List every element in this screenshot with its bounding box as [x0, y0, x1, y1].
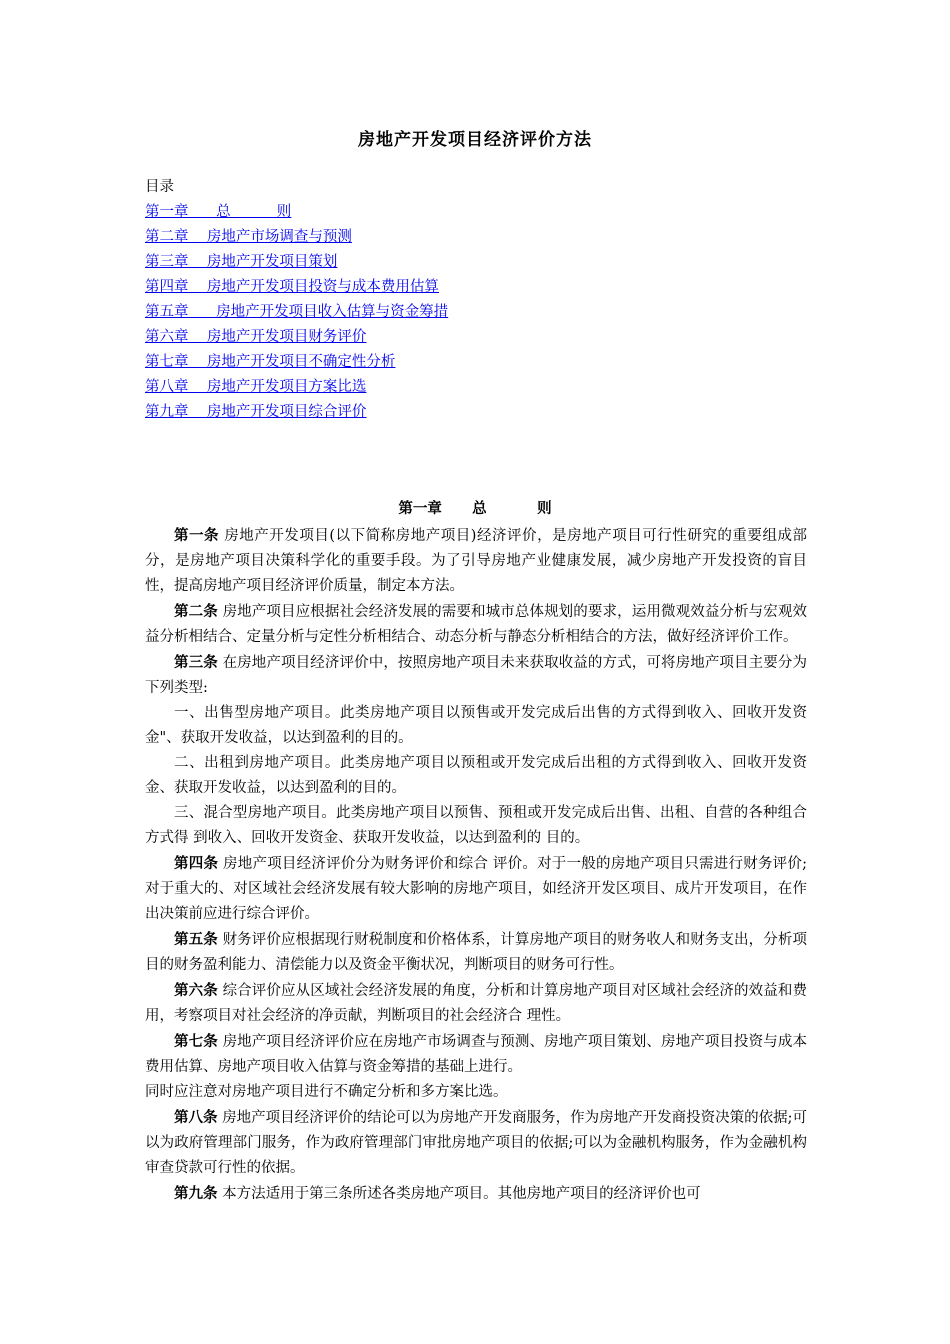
toc-link-chapter-8[interactable]: 第八章 房地产开发项目方案比选 [145, 379, 367, 395]
article-6 [145, 978, 807, 1029]
toc-link-chapter-4[interactable]: 第四章 房地产开发项目投资与成本费用估算 [145, 279, 439, 295]
article-text: 一、出售型房地产项目。此类房地产项目以预售或开发完成后出售的方式得到收入、回收开发资金"、获取开发收益，以达到盈利的目的。 [145, 705, 807, 746]
article-2 [145, 599, 807, 650]
article-label: 第四条 [174, 855, 219, 872]
article-5 [145, 927, 807, 978]
article-7-continued [145, 1080, 807, 1105]
article-label: 第二条 [174, 603, 218, 620]
article-label: 第三条 [174, 654, 218, 671]
article-text: 综合评价应从区域社会经济发展的角度，分析和计算房地产项目对区域社会经济的效益和费用，考察项目对社会经济的净贡献，判断项目的社会经济合 理性。 [145, 983, 807, 1024]
article-label: 第七条 [174, 1033, 218, 1050]
article-text: 房地产项目经济评价应在房地产市场调查与预测、房地产项目策划、房地产项目投资与成本费用估算、房地产项目收入估算与资金筹措的基础上进行。 [145, 1034, 807, 1075]
article-8 [145, 1105, 807, 1181]
article-text: 同时应注意对房地产项目进行不确定分析和多方案比选。 [145, 1084, 508, 1100]
article-label: 第六条 [174, 982, 218, 999]
article-text: 房地产项目应根据社会经济发展的需要和城市总体规划的要求，运用微观效益分析与宏观效益分析相结合、定量分析与定性分析相结合、动态分析与静态分析相结合的方法，做好经济评价工作。 [145, 604, 807, 645]
document-title: 房地产开发项目经济评价方法 [358, 130, 592, 150]
article-text: 房地产开发项目(以下简称房地产项目)经济评价，是房地产项目可行性研究的重要组成部分，是房地产项目决策科学化的重要手段。为了引导房地产业健康发展，减少房地产开发投资的盲目性，提高房地产项目经济评价质量，制定本方法。 [145, 528, 808, 594]
toc-link-chapter-6[interactable]: 第六章 房地产开发项目财务评价 [145, 329, 367, 345]
article-3-item-3 [145, 801, 807, 851]
article-9 [145, 1181, 807, 1207]
article-text: 房地产项目经济评价分为财务评价和综合 评价。对于一般的房地产项目只需进行财务评价;对于重大的、对区域社会经济发展有较大影响的房地产项目，如经济开发区项目、成片开发项目，在作出决策前应进行综合评价。 [145, 856, 808, 922]
chapter-1-title: 第一章 总 则 [398, 500, 552, 517]
article-label: 第九条 [174, 1185, 218, 1202]
article-4 [145, 851, 807, 927]
toc-link-chapter-3[interactable]: 第三章 房地产开发项目策划 [145, 254, 338, 270]
toc-heading: 目录 [145, 179, 174, 195]
article-label: 第一条 [174, 527, 220, 544]
toc-link-chapter-5[interactable]: 第五章 房地产开发项目收入估算与资金筹措 [145, 304, 449, 320]
article-text: 本方法适用于第三条所述各类房地产项目。其他房地产项目的经济评价也可 [217, 1186, 701, 1202]
article-1 [145, 523, 807, 599]
article-text: 财务评价应根据现行财税制度和价格体系，计算房地产项目的财务收人和财务支出，分析项目的财务盈利能力、清偿能力以及资金平衡状况，判断项目的财务可行性。 [145, 932, 807, 973]
article-label: 第八条 [174, 1109, 218, 1126]
toc-link-chapter-1[interactable]: 第一章 总 则 [145, 204, 292, 220]
table-of-contents [145, 175, 805, 425]
article-3-item-1 [145, 701, 807, 751]
toc-link-chapter-7[interactable]: 第七章 房地产开发项目不确定性分析 [145, 354, 396, 370]
chapter-1-body [145, 523, 807, 1207]
article-3 [145, 650, 807, 701]
article-text: 二、出租到房地产项目。此类房地产项目以预租或开发完成后出租的方式得到收入、回收开发资金、获取开发收益，以达到盈利的目的。 [145, 755, 807, 796]
article-3-item-2 [145, 751, 807, 801]
article-text: 在房地产项目经济评价中，按照房地产项目未来获取收益的方式，可将房地产项目主要分为下列类型: [145, 655, 807, 696]
article-text: 三、混合型房地产项目。此类房地产项目以预售、预租或开发完成后出售、出租、自营的各种组合方式得 到收入、回收开发资金、获取开发收益，以达到盈利的 目的。 [145, 805, 807, 846]
article-7 [145, 1029, 807, 1080]
article-text: 房地产项目经济评价的结论可以为房地产开发商服务，作为房地产开发商投资决策的依据;可以为政府管理部门服务，作为政府管理部门审批房地产项目的依据;可以为金融机构服务，作为金融机构审查贷款可行性的依据。 [145, 1110, 807, 1176]
article-label: 第五条 [174, 931, 218, 948]
toc-link-chapter-9[interactable]: 第九章 房地产开发项目综合评价 [145, 404, 367, 420]
toc-link-chapter-2[interactable]: 第二章 房地产市场调查与预测 [145, 229, 352, 245]
